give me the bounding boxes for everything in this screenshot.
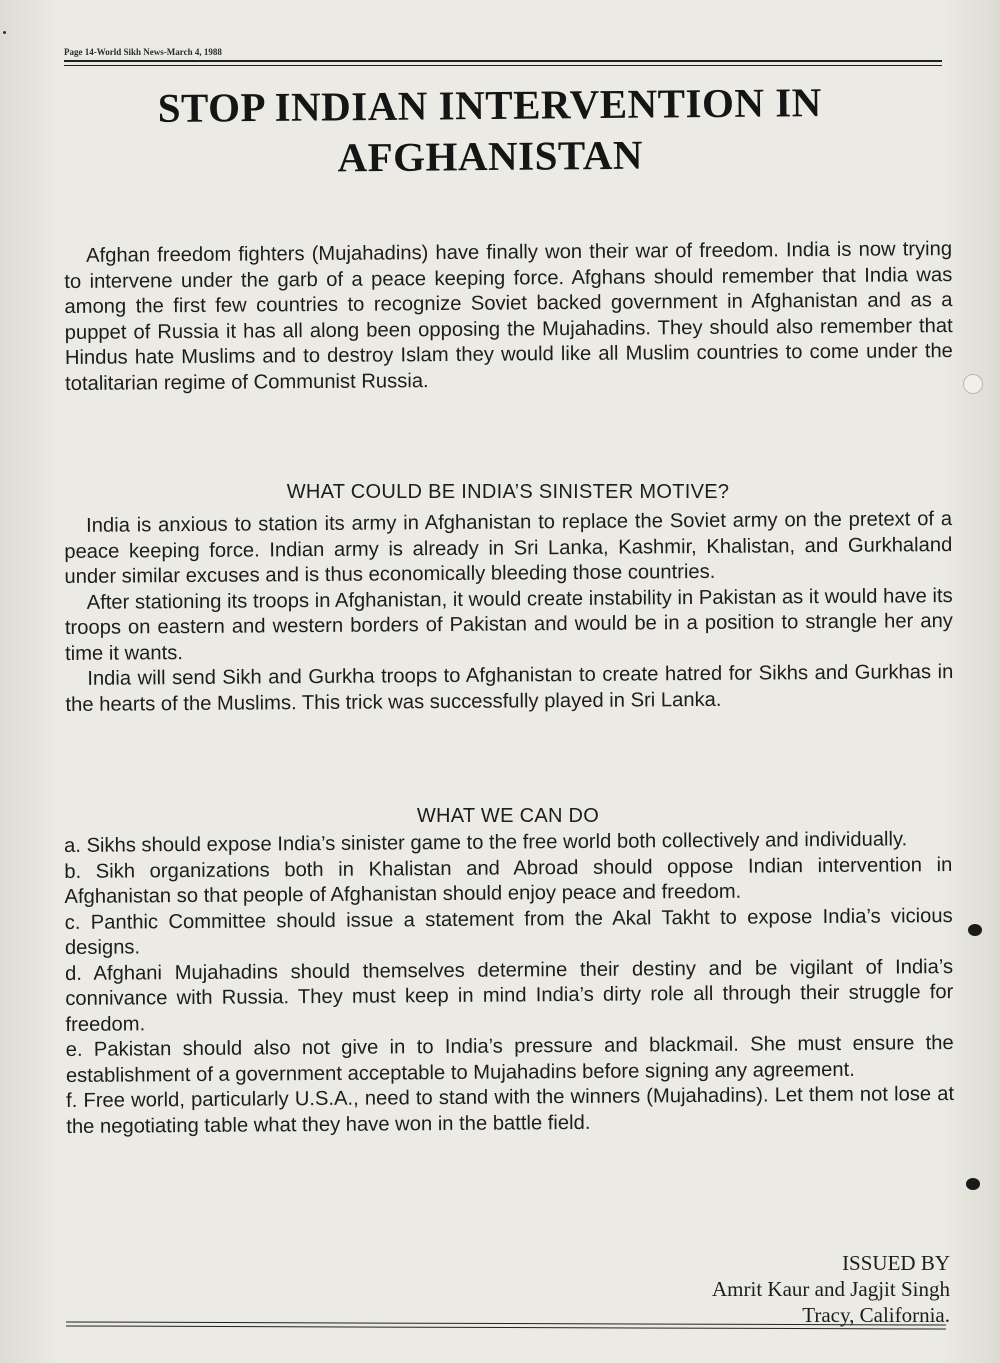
motive-heading: WHAT COULD BE INDIA’S SINISTER MOTIVE? <box>286 481 730 503</box>
action-item-f: f. Free world, particularly U.S.A., need to stand with the winners (Mujahadins). Let them not lose at the negotiating table what they have won in the battle field. <box>66 1083 955 1138</box>
headline <box>80 76 901 186</box>
intro-block <box>64 237 953 397</box>
top-rule <box>64 60 942 66</box>
speck <box>3 31 6 34</box>
motive-paragraph-2: After stationing its troops in Afghanistan, it would create instability in Pakistan as it would have its troops on eastern and western borders of Pakistan and would be in a position to strangle her any time it wants. <box>64 584 953 665</box>
intro-paragraph: Afghan freedom fighters (Mujahadins) have finally won their war of freedom. India is now trying to intervene under the garb of a peace keeping force. Afghans should remember that India was among the first few countries to recognize Soviet backed government in Afghanistan and as a puppet of Russia it has all along been opposing the Mujahadins. They should also remember that Hindus hate Muslims and to destroy Islam they would like all Muslim countries to come under the totalitarian regime of Communist Russia. <box>64 238 953 395</box>
actions-heading: WHAT WE CAN DO <box>416 805 600 827</box>
motive-paragraph-3: India will send Sikh and Gurkha troops to Afghanistan to create hatred for Sikhs and Gurkhas in the hearts of the Muslims. This trick was successfully played in Sri Lanka. <box>65 661 954 716</box>
action-item-c: c. Panthic Committee should issue a statement from the Akal Takht to expose India’s vicious designs. <box>64 904 953 959</box>
issued-by-location: Tracy, California. <box>802 1303 950 1327</box>
action-item-a: a. Sikhs should expose India’s sinister game to the free world both collectively and individually. <box>64 828 908 857</box>
punch-mark-icon <box>968 924 982 936</box>
action-item-d: d. Afghani Mujahadins should themselves determine their destiny and be vigilant of India’s connivance with Russia. They must keep in mind India’s dirty role all through their struggle for freedom. <box>65 955 954 1036</box>
punch-mark-icon <box>966 1178 980 1190</box>
running-head: Page 14-World Sikh News-March 4, 1988 <box>64 47 222 57</box>
actions-list <box>64 827 954 1140</box>
motive-paragraph-1: India is anxious to station its army in Afghanistan to replace the Soviet army on the pretext of a peace keeping force. Indian army is already in Sri Lanka, Kashmir, Khalistan, and Gurkhaland under similar excuses and is thus economically bleeding those countries. <box>64 508 953 588</box>
issued-by-label: ISSUED BY <box>842 1251 950 1275</box>
action-item-b: b. Sikh organizations both in Khalistan and Abroad should oppose Indian intervention in Afghanistan so that people of Afghanistan should enjoy peace and freedom. <box>64 853 953 908</box>
headline-line-1: STOP INDIAN INTERVENTION IN <box>157 79 822 131</box>
issued-by-block <box>550 1250 950 1328</box>
binder-hole-icon <box>963 374 983 394</box>
action-item-e: e. Pakistan should also not give in to India’s pressure and blackmail. She must ensure the establishment of a government acceptable to Mujahadins before signing any agreement. <box>65 1032 954 1087</box>
issued-by-names: Amrit Kaur and Jagjit Singh <box>712 1277 950 1301</box>
motive-block <box>64 507 954 718</box>
headline-line-2: AFGHANISTAN <box>337 131 644 181</box>
